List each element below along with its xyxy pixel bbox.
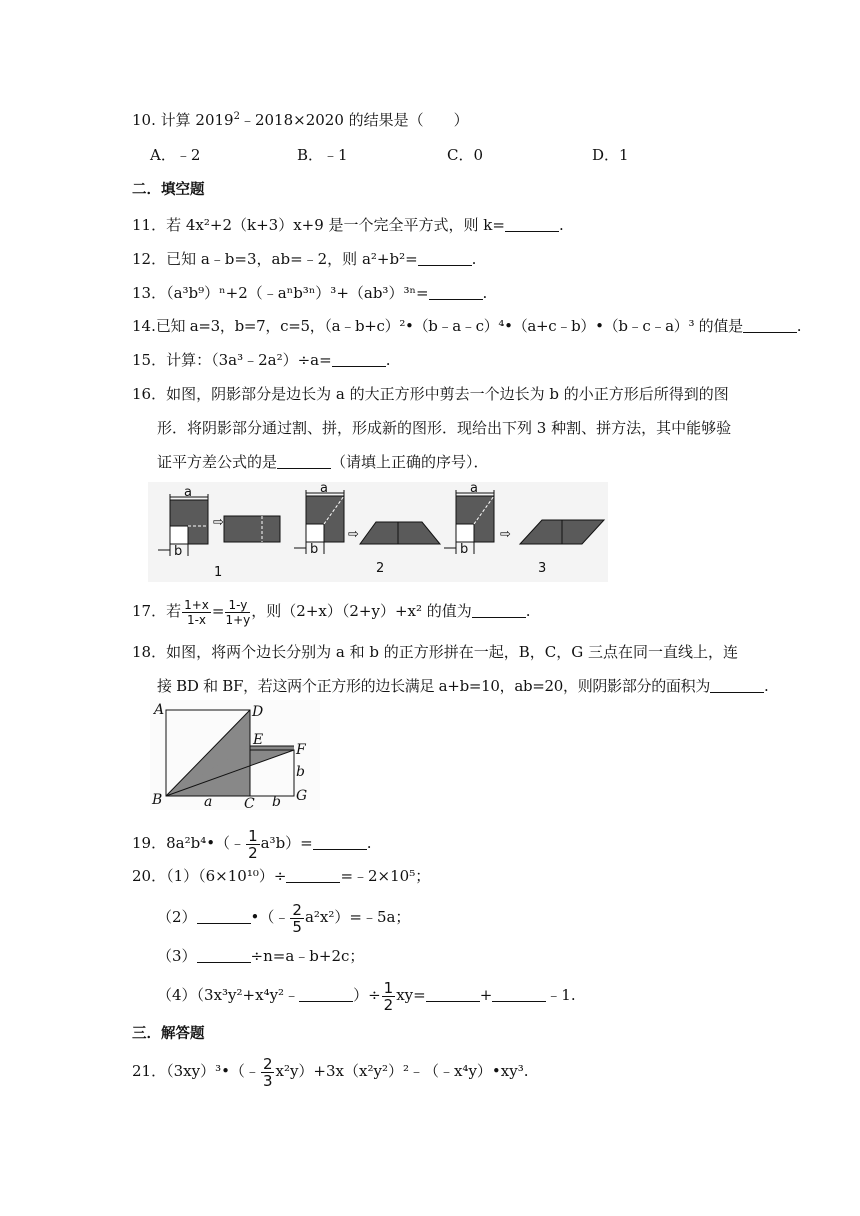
answer-blank[interactable] [197, 948, 251, 963]
svg-text:⇨: ⇨ [348, 527, 359, 542]
point-c: C [244, 796, 255, 810]
figure-18 [150, 700, 320, 810]
point-f: F [296, 742, 306, 758]
question-17 [132, 596, 531, 627]
answer-blank[interactable] [299, 987, 353, 1002]
question-13 [132, 283, 487, 303]
period: . [525, 602, 531, 620]
side-a: a [204, 794, 213, 810]
fraction: $\frac{2}{5}$ [292, 900, 302, 936]
question-20-part-4 [157, 978, 576, 1013]
period: . [471, 250, 477, 268]
answer-blank[interactable] [429, 285, 483, 300]
question-21 [132, 1054, 529, 1089]
side-b: b [272, 794, 281, 810]
period: . [764, 677, 769, 695]
question-text: 计算：（3a³﹣2a²）÷a= [166, 351, 332, 369]
question-text: ﹣2018×2020 的结果是（ ） [239, 111, 469, 129]
answer-blank[interactable] [277, 454, 331, 469]
question-text: ）÷ [353, 986, 381, 1004]
method-number: 1 [214, 565, 223, 580]
question-20-part-3 [157, 946, 364, 966]
method-number: 3 [538, 561, 547, 576]
question-12 [132, 249, 476, 269]
point-b: B [152, 792, 163, 808]
svg-text:⇨: ⇨ [500, 527, 511, 542]
question-number: 18． [132, 643, 167, 661]
question-text: 已知 a=3，b=7，c=5，（a﹣b+c）²•（b﹣a﹣c）⁴•（a+c﹣b）•（b﹣c﹣a）³ 的值是 [155, 317, 743, 335]
question-number: 16． [132, 385, 167, 403]
answer-blank[interactable] [743, 318, 797, 333]
question-11 [132, 215, 564, 235]
question-text: x²y）+3x（x²y²）²﹣（﹣x⁴y）•xy³. [275, 1062, 529, 1080]
answer-blank[interactable] [505, 217, 559, 232]
period: . [482, 284, 488, 302]
question-text: ﹣1. [546, 986, 576, 1004]
answer-blank[interactable] [313, 835, 367, 850]
question-text: 计算 2019 [160, 111, 234, 129]
label-b: b [174, 544, 183, 559]
point-e: E [253, 732, 264, 748]
question-20 [132, 866, 430, 886]
part-label: （4）（3x³y²+x⁴y²﹣ [157, 986, 300, 1004]
question-number: 21． [132, 1062, 167, 1080]
section-heading: 二．填空题 [132, 182, 205, 198]
label-a: a [184, 485, 192, 500]
question-text: （3xy）³•（﹣ [166, 1062, 260, 1080]
svg-text:⇨: ⇨ [213, 515, 224, 530]
part-label: （2） [157, 908, 197, 926]
question-10-options [0, 145, 860, 165]
fraction-1: $\frac{1+x}{1-x}$ [184, 597, 209, 627]
fraction: $\frac{2}{3}$ [262, 1054, 273, 1090]
question-text: 已知 a﹣b=3，ab=﹣2，则 a²+b²= [166, 250, 418, 268]
question-text: 如图，将两个边长分别为 a 和 b 的正方形拼在一起，B，C，G 三点在同一直线上，连 [166, 643, 738, 661]
question-text: 接 BD 和 BF，若这两个正方形的边长满足 a+b=10，ab=20，则阴影部分的面积为 [157, 677, 711, 695]
part-label: （3） [157, 947, 197, 965]
question-text: 若 4x²+2（k+3）x+9 是一个完全平方式，则 k= [166, 216, 505, 234]
question-text: ÷n=a﹣b+2c； [250, 947, 365, 965]
answer-blank[interactable] [332, 352, 386, 367]
question-20-part-2 [157, 900, 410, 935]
equals-sign: = [211, 602, 225, 620]
option-a[interactable]: A．﹣2 [150, 146, 201, 164]
question-text: ，则（2+x）（2+y）+x² 的值为 [251, 602, 472, 620]
label-b: b [460, 542, 469, 557]
question-number: 15． [132, 351, 167, 369]
question-text: （a³b⁹）ⁿ+2（﹣aⁿb³ⁿ）³+（ab³）³ⁿ= [166, 284, 429, 302]
period: . [385, 351, 391, 369]
side-b-vertical: b [296, 764, 305, 780]
question-text: （请填上正确的序号）． [331, 453, 489, 471]
question-10 [132, 110, 469, 130]
answer-blank[interactable] [418, 251, 472, 266]
answer-blank[interactable] [492, 987, 546, 1002]
fraction: $\frac{1}{2}$ [383, 978, 394, 1014]
point-a: A [154, 702, 165, 718]
question-text: 8a²b⁴•（﹣ [166, 834, 246, 852]
question-number: 19． [132, 834, 167, 852]
option-d[interactable]: D．1 [592, 146, 629, 164]
superscript: 2 [233, 111, 240, 122]
answer-blank[interactable] [710, 678, 764, 693]
question-number: 13． [132, 284, 167, 302]
section-heading: 三．解答题 [132, 1026, 205, 1042]
period: . [796, 317, 802, 335]
question-number: 11． [132, 216, 167, 234]
question-15 [132, 350, 390, 370]
label-a: a [320, 482, 328, 496]
answer-blank[interactable] [472, 603, 526, 618]
question-number: 17． [132, 602, 167, 620]
fraction-2: $\frac{1-y}{1+y}$ [225, 597, 251, 627]
question-number: 20． [132, 867, 167, 885]
question-14 [132, 316, 802, 336]
question-text: •（﹣ [250, 908, 290, 926]
period: . [558, 216, 564, 234]
label-b: b [310, 542, 319, 557]
question-text: 若 [166, 602, 182, 620]
point-d: D [252, 704, 264, 720]
question-text: =﹣2×10⁵； [340, 867, 431, 885]
question-text: 证平方差公式的是 [157, 453, 278, 471]
question-text: 如图，阴影部分是边长为 a 的大正方形中剪去一个边长为 b 的小正方形后所得到的图 [166, 385, 729, 403]
question-16-line2: 形．将阴影部分通过割、拼，形成新的图形．现给出下列 3 种割、拼方法，其中能够验 [157, 419, 732, 437]
question-18 [132, 642, 738, 662]
option-c[interactable]: C．0 [447, 146, 484, 164]
question-number: 12． [132, 250, 167, 268]
question-number: 14. [132, 317, 156, 335]
option-b[interactable]: B．﹣1 [297, 146, 348, 164]
question-text: xy= [396, 986, 426, 1004]
point-g: G [296, 788, 308, 804]
question-text: a³b）= [260, 834, 313, 852]
question-number: 10. [132, 111, 156, 129]
period: . [366, 834, 372, 852]
figure-16 [148, 482, 608, 582]
answer-blank[interactable] [286, 868, 340, 883]
answer-blank[interactable] [197, 909, 251, 924]
question-16 [132, 384, 729, 404]
question-19 [132, 826, 372, 861]
question-text: a²x²）=﹣5a； [304, 908, 411, 926]
answer-blank[interactable] [426, 987, 480, 1002]
question-text: （1）（6×10¹⁰）÷ [166, 867, 287, 885]
label-a: a [470, 482, 478, 496]
question-18-line2 [157, 676, 769, 696]
fraction: $\frac{1}{2}$ [248, 826, 258, 862]
question-16-line3 [157, 452, 489, 472]
plus-sign: + [479, 986, 493, 1004]
method-number: 2 [376, 561, 385, 576]
